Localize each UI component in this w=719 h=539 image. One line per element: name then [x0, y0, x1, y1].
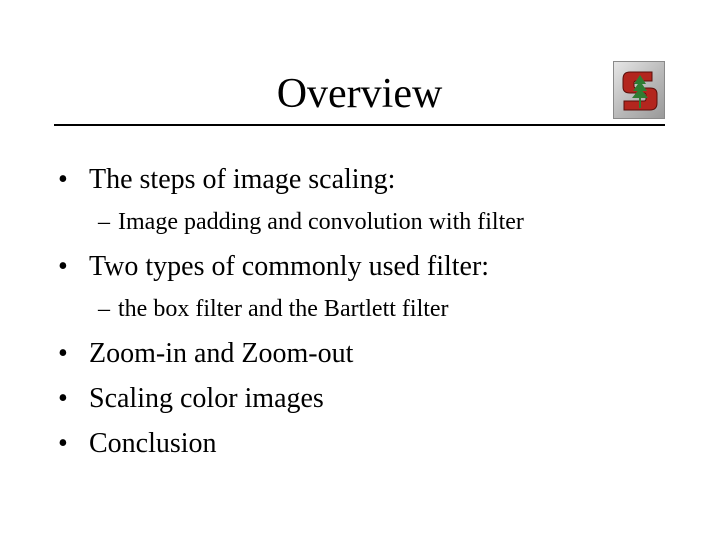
sub-bullet-item [98, 207, 524, 237]
bullet-marker: • [58, 164, 68, 195]
sub-bullet-marker: – [98, 296, 110, 322]
bullet-item [58, 427, 217, 461]
bullet-item [58, 163, 395, 197]
bullet-text: Two types of commonly used filter: [89, 251, 490, 282]
bullet-marker: • [58, 383, 68, 414]
bullet-text: Zoom-in and Zoom-out [89, 338, 354, 369]
bullet-marker: • [58, 428, 68, 459]
bullet-item [58, 250, 489, 284]
bullet-marker: • [58, 251, 68, 282]
sub-bullet-text: Image padding and convolution with filter [118, 209, 524, 235]
bullet-text: The steps of image scaling: [89, 164, 396, 195]
sub-bullet-text: the box filter and the Bartlett filter [118, 296, 449, 322]
bullet-item [58, 382, 324, 416]
bullet-marker: • [58, 338, 68, 369]
sub-bullet-marker: – [98, 209, 110, 235]
sub-bullet-item [98, 294, 449, 324]
bullet-text: Conclusion [89, 428, 217, 459]
bullet-text: Scaling color images [89, 383, 324, 414]
bullet-item [58, 337, 353, 371]
slide-title: Overview [276, 71, 443, 117]
